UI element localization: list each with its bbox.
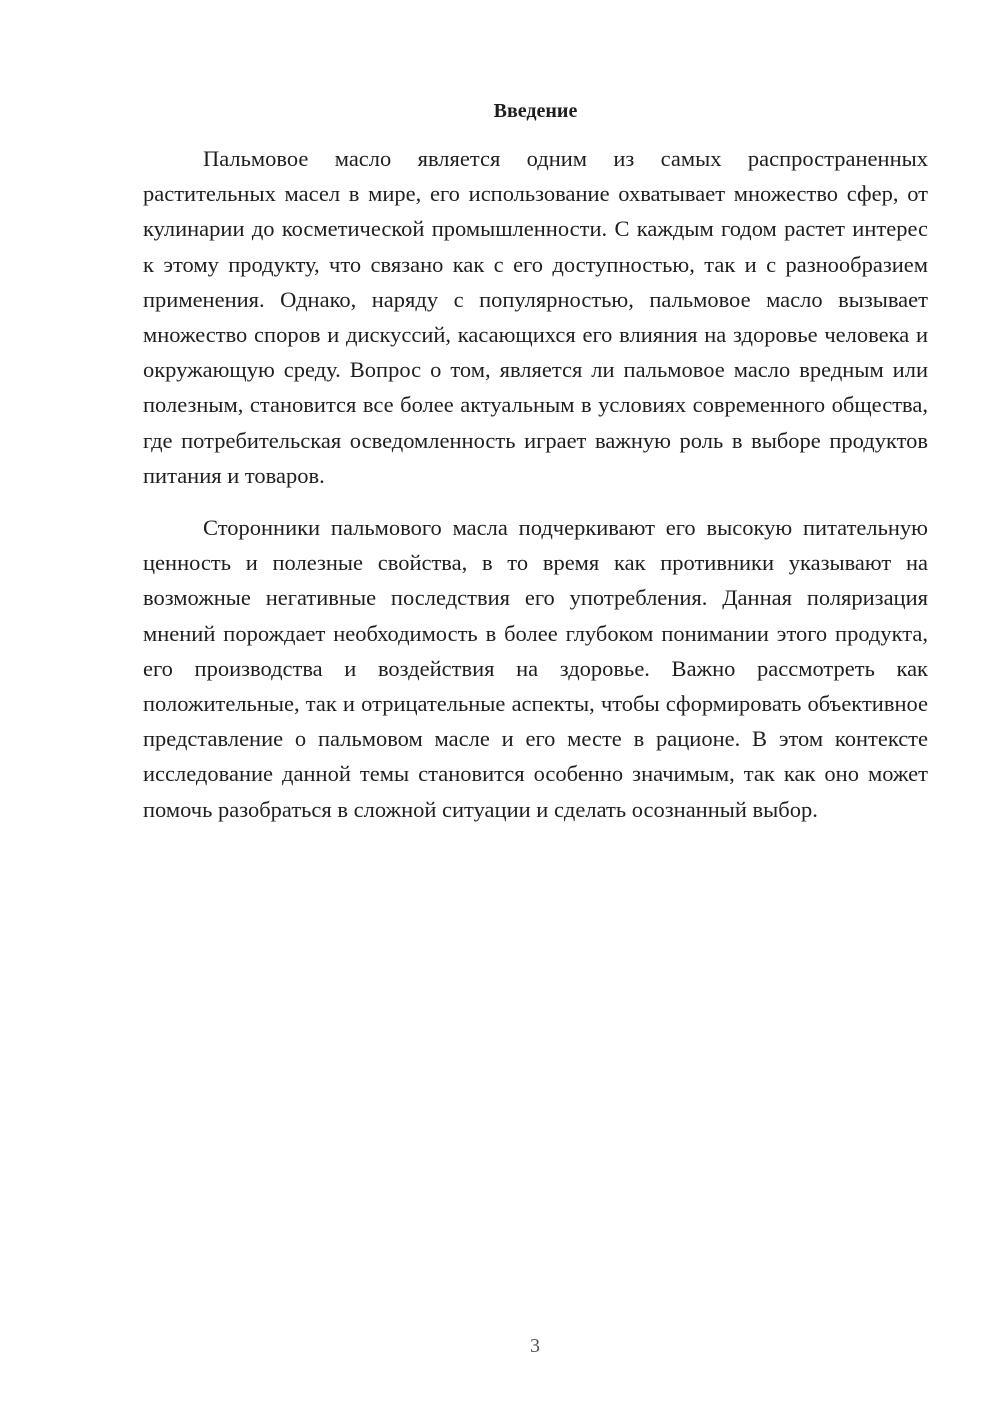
paragraph-1: Пальмовое масло является одним из самых распространенных растительных масел в мире, его использование охватывает множество сфер, от кулинарии до косметической промышленности. С каждым годом растет интерес к этому продукту, что связано как с его доступностью, так и с разнообразием применения. Однако, наряду с популярностью, пальмовое масло вызывает множество споров и дискуссий, касающихся его влияния на здоровье человека и окружающую среду. Вопрос о том, является ли пальмовое масло вредным или полезным, становится все более актуальным в условиях современного общества, где потребительская осведомленность играет важную роль в выборе продуктов питания и товаров. [143,146,928,488]
section-heading: Введение [493,100,578,122]
body-text [143,141,928,827]
paragraph-2: Сторонники пальмового масла подчеркивают его высокую питательную ценность и полезные свойства, в то время как противники указывают на возможные негативные последствия его употребления. Данная поляризация мнений порождает необходимость в более глубоком понимании этого продукта, его производства и воздействия на здоровье. Важно рассмотреть как положительные, так и отрицательные аспекты, чтобы сформировать объективное представление о пальмовом масле и его месте в рационе. В этом контексте исследование данной темы становится особенно значимым, так как оно может помочь разобраться в сложной ситуации и сделать осознанный выбор. [143,515,928,822]
page-number: 3 [530,1335,540,1357]
